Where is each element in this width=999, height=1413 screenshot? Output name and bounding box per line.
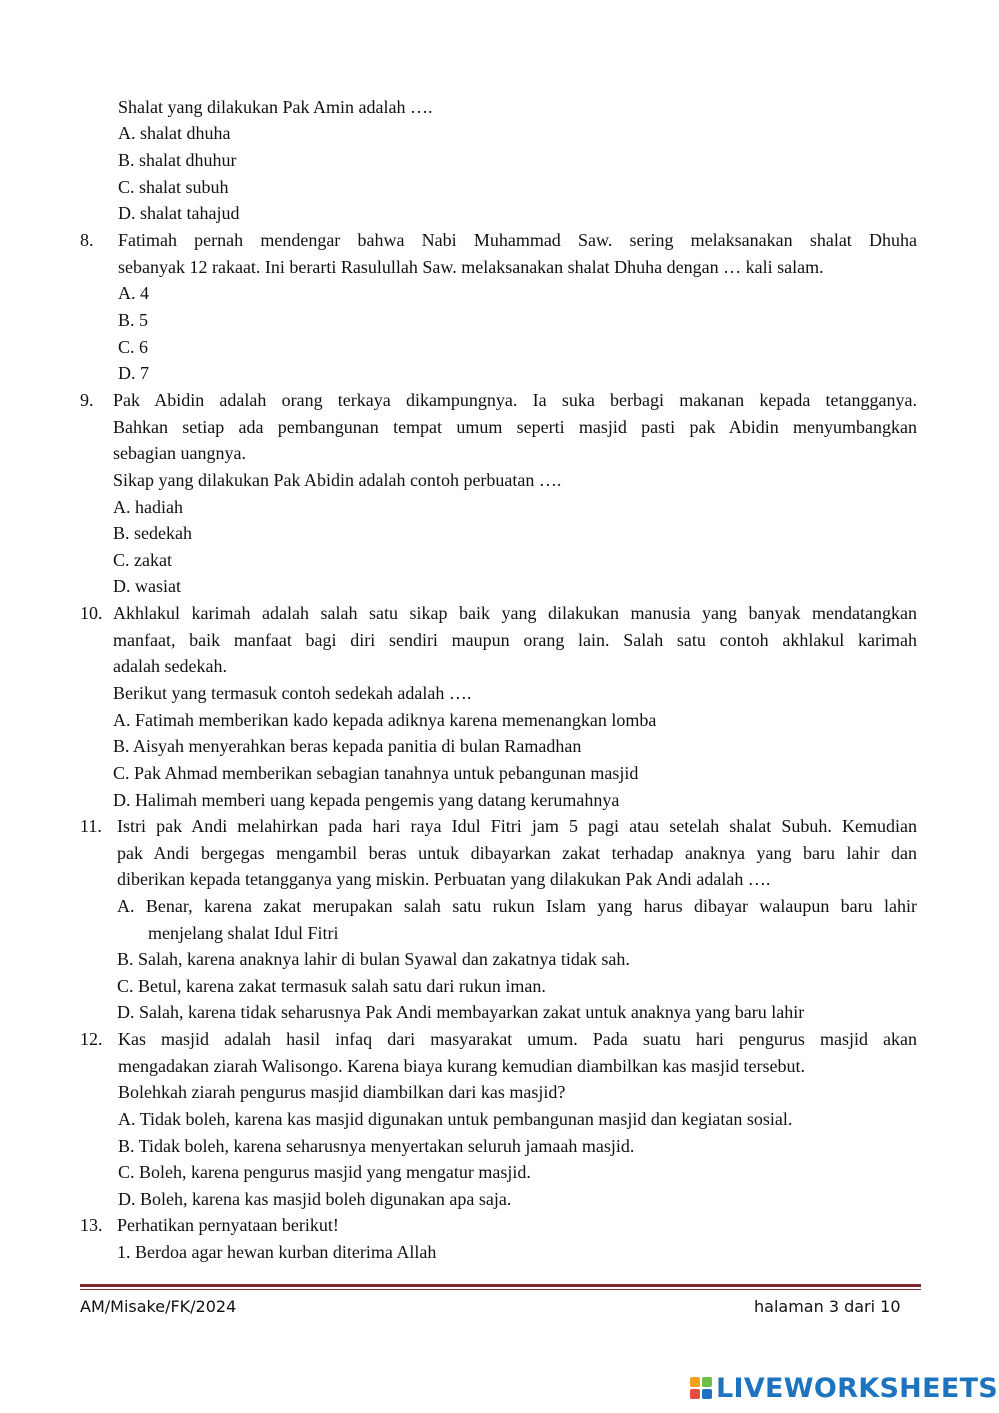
footer-rule <box>80 1284 921 1287</box>
q9-stem: Sikap yang dilakukan Pak Abidin adalah contoh perbuatan …. <box>113 470 562 490</box>
q7-stem: Shalat yang dilakukan Pak Amin adalah …. <box>118 97 433 117</box>
q10-text-line-1: Akhlakul karimah adalah salah satu sikap baik yang dilakukan manusia yang banyak mendatangkan <box>113 603 917 623</box>
q9-number: 9. <box>80 390 94 410</box>
q7-option-b[interactable]: B. shalat dhuhur <box>118 150 237 170</box>
q11-option-a[interactable]: A. Benar, karena zakat merupakan salah satu rukun Islam yang harus dibayar walaupun baru lahir <box>117 896 917 916</box>
q11-option-c[interactable]: C. Betul, karena zakat termasuk salah satu dari rukun iman. <box>117 976 546 996</box>
q9-option-b[interactable]: B. sedekah <box>113 523 192 543</box>
q12-text-line-1: Kas masjid adalah hasil infaq dari masyarakat umum. Pada suatu hari pengurus masjid akan <box>118 1029 917 1049</box>
q12-stem: Bolehkah ziarah pengurus masjid diambilkan dari kas masjid? <box>118 1082 566 1102</box>
footer-rule-thin <box>80 1289 921 1290</box>
q12-option-c[interactable]: C. Boleh, karena pengurus masjid yang mengatur masjid. <box>118 1162 531 1182</box>
q13-text-line-1: Perhatikan pernyataan berikut! <box>117 1215 339 1235</box>
liveworksheets-icon <box>690 1377 712 1399</box>
q10-option-d[interactable]: D. Halimah memberi uang kepada pengemis yang datang kerumahnya <box>113 790 620 810</box>
liveworksheets-wordmark: LIVEWORKSHEETS <box>716 1372 999 1404</box>
liveworksheets-logo[interactable] <box>690 1373 998 1403</box>
q8-text-line-1: Fatimah pernah mendengar bahwa Nabi Muhammad Saw. sering melaksanakan shalat Dhuha <box>118 230 917 250</box>
q12-option-a[interactable]: A. Tidak boleh, karena kas masjid digunakan untuk pembangunan masjid dan kegiatan sosial. <box>118 1109 793 1129</box>
q9-text-line-3: sebagian uangnya. <box>113 443 246 463</box>
footer-page-number: halaman 3 dari 10 <box>754 1297 901 1316</box>
q11-number: 11. <box>80 816 102 836</box>
q11-text-line-2: pak Andi bergegas mengambil beras untuk dibayarkan zakat terhadap anaknya yang baru lahir dan <box>117 843 917 863</box>
q10-text-line-2: manfaat, baik manfaat bagi diri sendiri maupun orang lain. Salah satu contoh akhlakul karimah <box>113 630 917 650</box>
q10-number: 10. <box>80 603 103 623</box>
q10-stem: Berikut yang termasuk contoh sedekah adalah …. <box>113 683 472 703</box>
logo-block <box>702 1377 712 1387</box>
q8-number: 8. <box>80 230 94 250</box>
q11-option-a-cont[interactable]: menjelang shalat Idul Fitri <box>148 923 339 943</box>
q12-option-b[interactable]: B. Tidak boleh, karena seharusnya menyertakan seluruh jamaah masjid. <box>118 1136 635 1156</box>
q9-option-d[interactable]: D. wasiat <box>113 576 181 596</box>
q9-text-line-2: Bahkan setiap ada pembangunan tempat umum seperti masjid pasti pak Abidin menyumbangkan <box>113 417 917 437</box>
q12-text-line-2: mengadakan ziarah Walisongo. Karena biaya kurang kemudian diambilkan kas masjid tersebut. <box>118 1056 805 1076</box>
logo-block <box>702 1389 712 1399</box>
logo-block <box>690 1389 700 1399</box>
q10-text-line-3: adalah sedekah. <box>113 656 227 676</box>
q11-option-b[interactable]: B. Salah, karena anaknya lahir di bulan Syawal dan zakatnya tidak sah. <box>117 949 630 969</box>
q9-text-line-1: Pak Abidin adalah orang terkaya dikampungnya. Ia suka berbagi makanan kepada tetangganya. <box>113 390 917 410</box>
q7-option-a[interactable]: A. shalat dhuha <box>118 123 231 143</box>
q9-option-a[interactable]: A. hadiah <box>113 497 183 517</box>
q11-text-line-3: diberikan kepada tetangganya yang miskin. Perbuatan yang dilakukan Pak Andi adalah …. <box>117 869 771 889</box>
q10-option-a[interactable]: A. Fatimah memberikan kado kepada adiknya karena memenangkan lomba <box>113 710 657 730</box>
q11-text-line-1: Istri pak Andi melahirkan pada hari raya Idul Fitri jam 5 pagi atau setelah shalat Subuh. Kemudian <box>117 816 917 836</box>
footer-doc-code: AM/Misake/FK/2024 <box>80 1297 237 1316</box>
q8-option-c[interactable]: C. 6 <box>118 337 149 357</box>
q13-statement-1: 1. Berdoa agar hewan kurban diterima Allah <box>117 1242 437 1262</box>
q10-option-c[interactable]: C. Pak Ahmad memberikan sebagian tanahnya untuk pebangunan masjid <box>113 763 639 783</box>
q12-number: 12. <box>80 1029 103 1049</box>
q8-text-line-2: sebanyak 12 rakaat. Ini berarti Rasulullah Saw. melaksanakan shalat Dhuha dengan … kali salam. <box>118 257 824 277</box>
logo-block <box>690 1377 700 1387</box>
q8-option-d[interactable]: D. 7 <box>118 363 149 383</box>
q7-option-c[interactable]: C. shalat subuh <box>118 177 229 197</box>
q8-option-b[interactable]: B. 5 <box>118 310 149 330</box>
q8-option-a[interactable]: A. 4 <box>118 283 149 303</box>
q9-option-c[interactable]: C. zakat <box>113 550 172 570</box>
q12-option-d[interactable]: D. Boleh, karena kas masjid boleh digunakan apa saja. <box>118 1189 512 1209</box>
q11-option-d[interactable]: D. Salah, karena tidak seharusnya Pak Andi membayarkan zakat untuk anaknya yang baru lahir <box>117 1002 805 1022</box>
q13-number: 13. <box>80 1215 103 1235</box>
q7-option-d[interactable]: D. shalat tahajud <box>118 203 240 223</box>
q10-option-b[interactable]: B. Aisyah menyerahkan beras kepada panitia di bulan Ramadhan <box>113 736 582 756</box>
